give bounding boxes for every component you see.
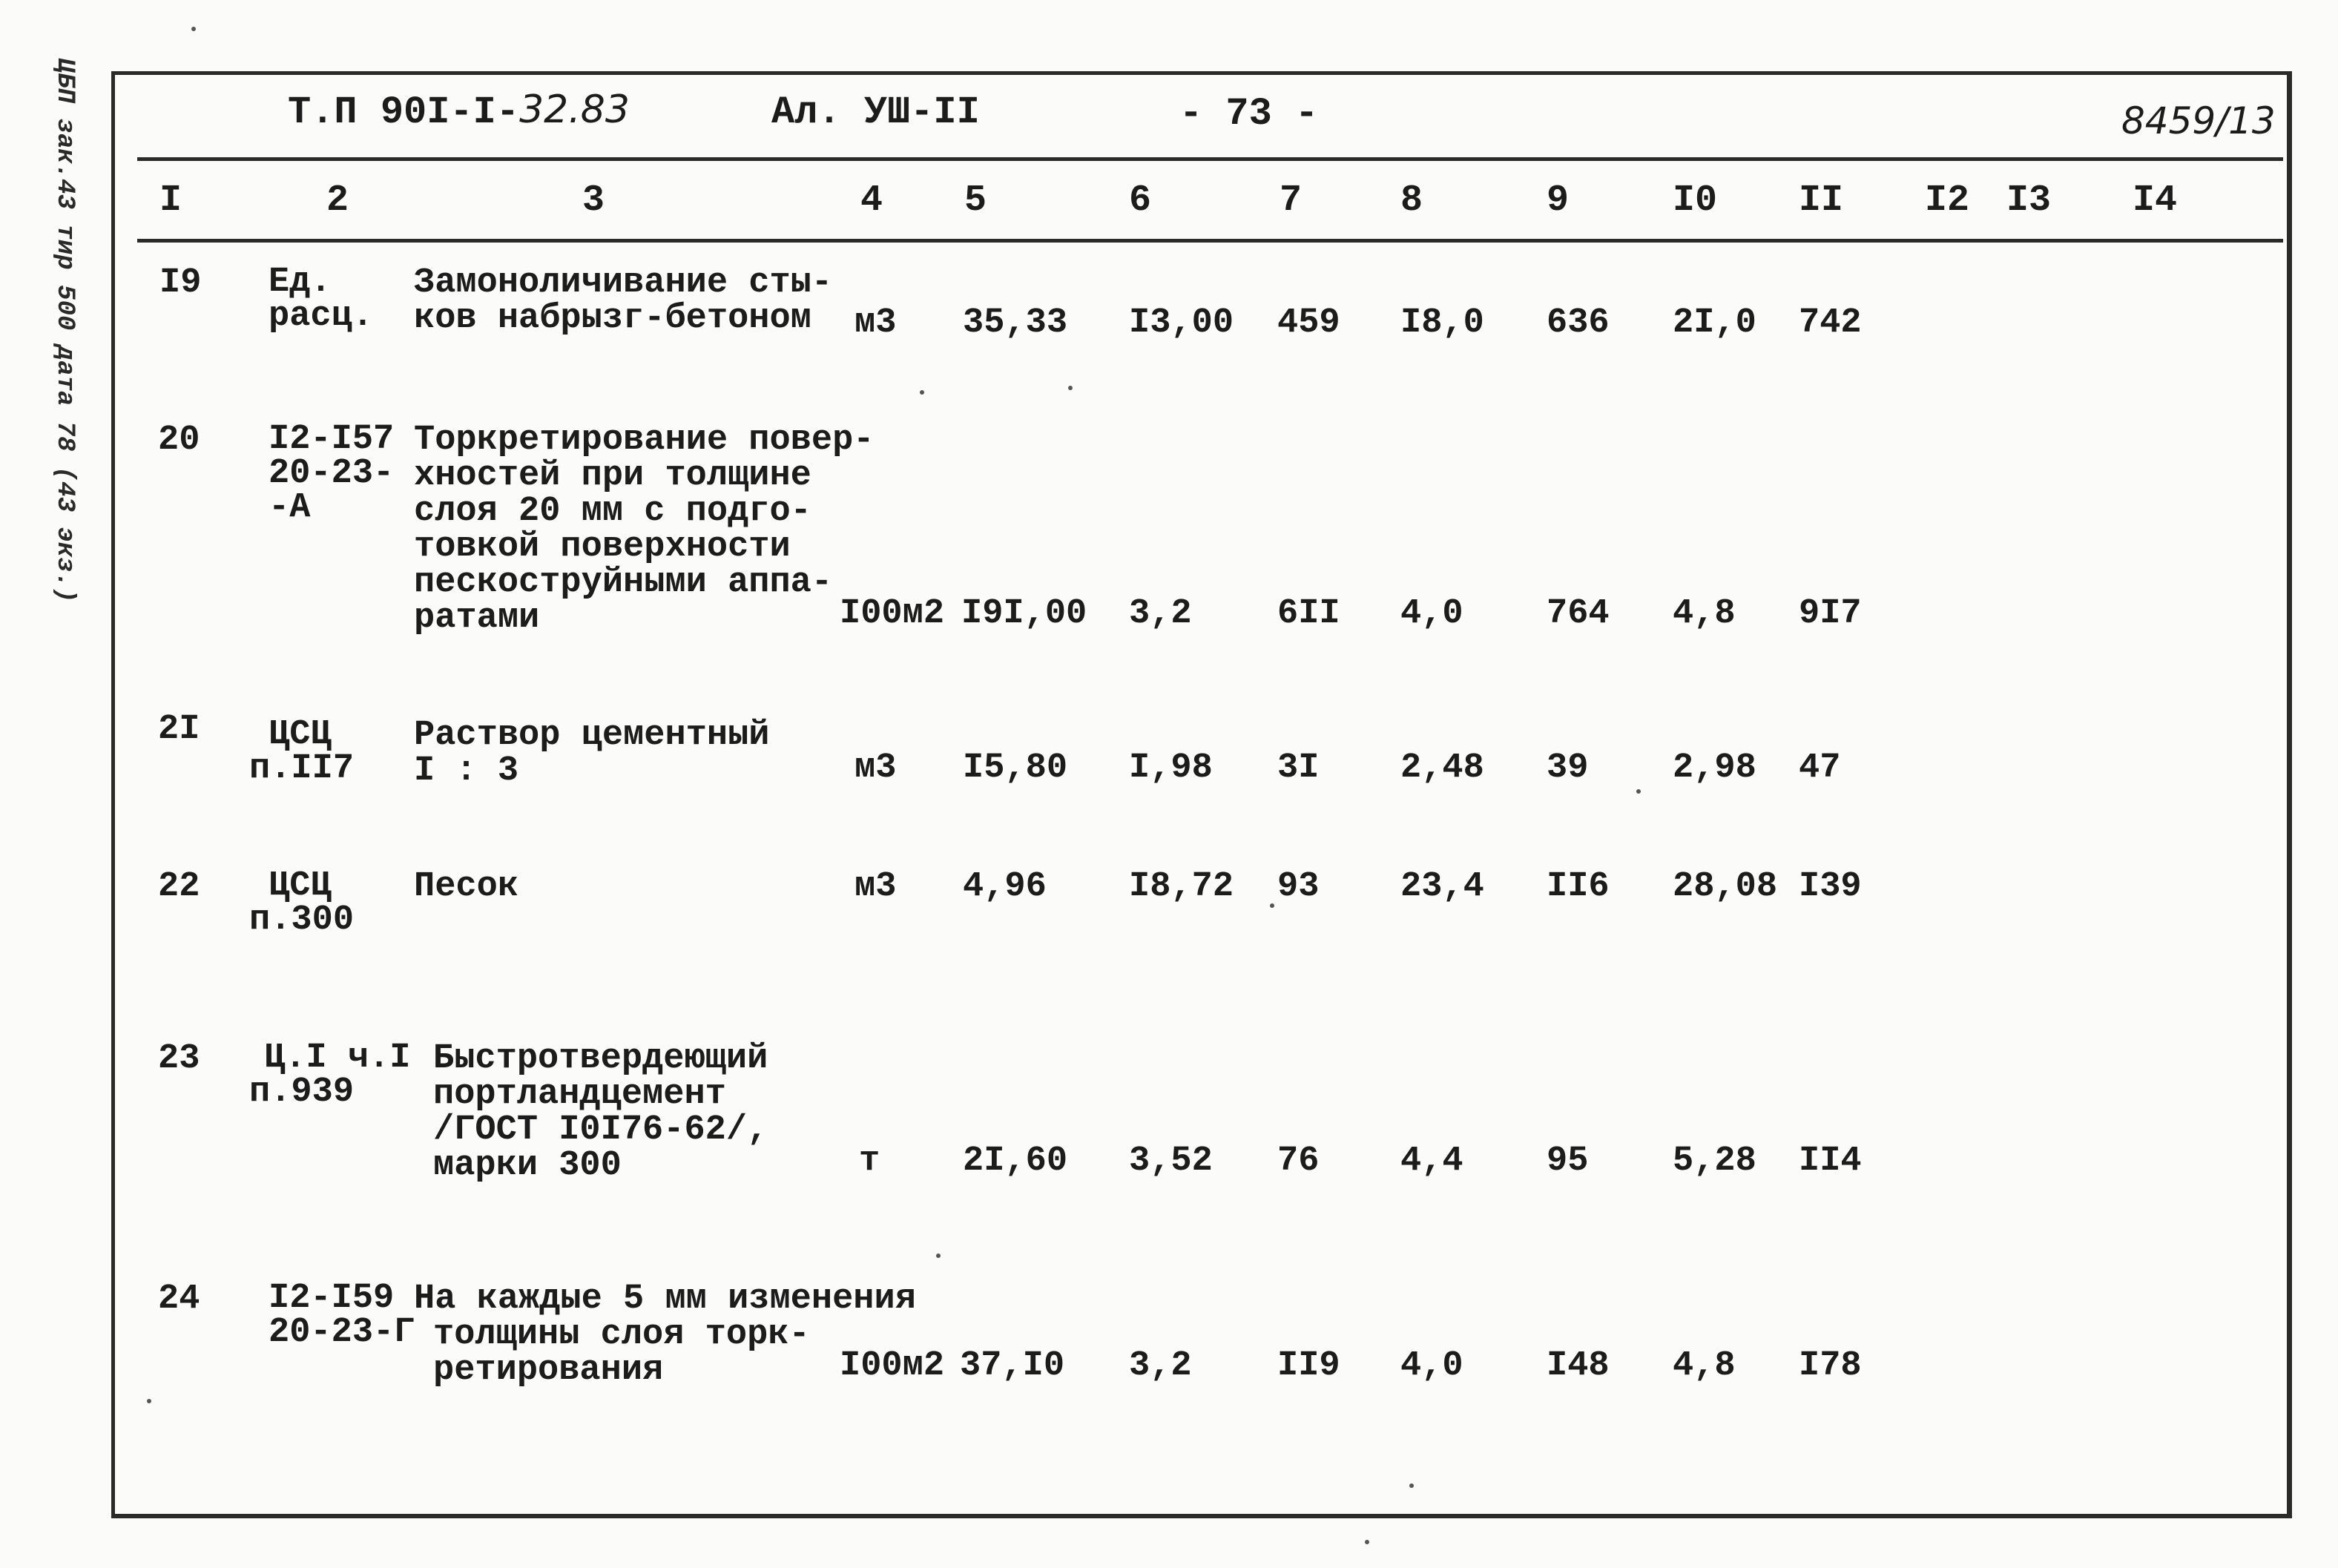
- row-number: 20: [158, 421, 200, 460]
- description-line: I : 3: [414, 751, 519, 791]
- row-col9: 95: [1547, 1142, 1589, 1181]
- side-stamp-text: ЦБП зак.43 тир 500 дата 78 (43 экз.): [50, 58, 79, 603]
- scan-speck: [920, 390, 924, 395]
- row-unit: I00м2: [840, 594, 945, 633]
- column-header-14: I4: [2133, 179, 2178, 222]
- column-header-9: 9: [1547, 179, 1570, 222]
- row-col9: I48: [1547, 1346, 1610, 1386]
- row-number: 22: [158, 867, 200, 906]
- row-quantity: 4,96: [963, 867, 1047, 906]
- row-col7: II9: [1277, 1346, 1340, 1386]
- row-col11: II4: [1799, 1142, 1862, 1181]
- row-code-line: ЦСЦ: [269, 866, 332, 906]
- scan-speck: [191, 27, 196, 31]
- column-header-10: I0: [1673, 179, 1718, 222]
- row-quantity: I5,80: [963, 748, 1068, 788]
- row-code: [269, 1279, 415, 1352]
- row-code-line: 20-23-: [269, 454, 395, 493]
- row-col6: I,98: [1129, 748, 1213, 788]
- standard-number-handwritten: 32.83: [519, 88, 630, 132]
- row-col10: 28,08: [1673, 867, 1778, 906]
- row-col10: 5,28: [1673, 1142, 1756, 1181]
- column-header-8: 8: [1400, 179, 1423, 222]
- page-number: - 73 -: [1179, 92, 1319, 136]
- scan-speck: [1068, 386, 1073, 390]
- row-col8: 4,0: [1400, 1346, 1463, 1386]
- row-number: 23: [158, 1039, 200, 1078]
- side-stamp: [42, 58, 79, 607]
- scan-speck: [1409, 1483, 1414, 1488]
- row-code-line: п.300: [249, 900, 355, 940]
- row-col9: 39: [1547, 748, 1589, 788]
- row-description: [414, 263, 833, 338]
- row-description: [414, 869, 518, 905]
- header-rule: [137, 157, 2283, 161]
- row-col8: 23,4: [1400, 867, 1484, 906]
- column-header-3: 3: [582, 179, 605, 222]
- description-line: хностей при толщине: [414, 456, 811, 495]
- row-unit: м3: [854, 867, 897, 906]
- row-col8: 2,48: [1400, 748, 1484, 788]
- description-line: Быстротвердеющий: [433, 1039, 768, 1078]
- row-col8: 4,0: [1400, 594, 1463, 633]
- row-quantity: I9I,00: [961, 594, 1087, 633]
- row-quantity: 35,33: [963, 303, 1068, 343]
- row-col9: II6: [1547, 867, 1610, 906]
- description-line: ратами: [414, 599, 540, 638]
- column-header-5: 5: [964, 179, 987, 222]
- row-col6: 3,2: [1129, 1346, 1192, 1386]
- row-number: I9: [159, 263, 202, 303]
- row-code: [249, 866, 355, 940]
- row-col7: 459: [1277, 303, 1340, 343]
- row-code-line: п.939: [249, 1073, 355, 1112]
- description-line: Раствор цементный: [414, 716, 770, 755]
- scan-speck: [936, 1254, 941, 1258]
- row-col8: I8,0: [1400, 303, 1484, 343]
- row-col7: 93: [1277, 867, 1320, 906]
- row-col10: 4,8: [1673, 1346, 1736, 1386]
- column-header-rule: [137, 239, 2283, 243]
- row-col11: 47: [1799, 748, 1841, 788]
- column-header-2: 2: [326, 179, 349, 222]
- document-code: 8459/13: [2121, 99, 2276, 142]
- description-line: портландцемент: [433, 1075, 726, 1114]
- scan-speck: [1270, 903, 1274, 908]
- description-line: Замоноличивание сты-: [414, 263, 833, 303]
- row-col10: 2I,0: [1673, 303, 1756, 343]
- row-code-line: п.II7: [249, 749, 355, 788]
- description-line: толщины слоя торк-: [433, 1315, 810, 1354]
- row-col10: 2,98: [1673, 748, 1756, 788]
- row-code: [249, 1038, 411, 1112]
- scan-speck: [1636, 789, 1641, 794]
- row-code-line: ЦСЦ: [269, 715, 332, 754]
- description-line: ретирования: [433, 1351, 664, 1390]
- row-col11: 9I7: [1799, 594, 1862, 633]
- row-unit: м3: [854, 303, 897, 343]
- column-header-12: I2: [1925, 179, 1970, 222]
- column-header-13: I3: [2006, 179, 2052, 222]
- column-header-4: 4: [860, 179, 883, 222]
- row-code-line: -А: [269, 488, 311, 527]
- description-line: пескоструйными аппа-: [414, 563, 833, 602]
- row-col6: 3,2: [1129, 594, 1192, 633]
- row-number: 24: [158, 1279, 200, 1319]
- album-label: Ал. УШ-II: [771, 90, 980, 134]
- scan-speck: [1365, 1540, 1369, 1544]
- column-header-1: I: [159, 179, 182, 222]
- row-unit: м3: [854, 748, 897, 788]
- row-col10: 4,8: [1673, 594, 1736, 633]
- standard-number-printed: Т.П 90I-I-: [288, 90, 520, 134]
- row-col9: 764: [1547, 594, 1610, 633]
- row-quantity: 2I,60: [963, 1142, 1068, 1181]
- standard-number: [288, 88, 630, 134]
- description-line: ков набрызг-бетоном: [414, 299, 811, 338]
- description-line: товкой поверхности: [414, 527, 791, 567]
- description-line: марки 300: [433, 1146, 622, 1185]
- row-col8: 4,4: [1400, 1142, 1463, 1181]
- row-code-line: Ед.: [269, 263, 332, 302]
- row-code: [249, 715, 355, 788]
- row-description: [433, 1041, 768, 1184]
- row-unit: I00м2: [840, 1346, 945, 1386]
- row-col6: I8,72: [1129, 867, 1234, 906]
- row-col9: 636: [1547, 303, 1610, 343]
- row-code-line: I2-I57: [269, 420, 395, 459]
- description-line: Торкретирование повер-: [414, 421, 875, 460]
- column-header-6: 6: [1129, 179, 1152, 222]
- row-code: [269, 420, 395, 527]
- row-col11: 742: [1799, 303, 1862, 343]
- scan-speck: [147, 1399, 151, 1403]
- description-line: На каждые 5 мм изменения: [414, 1279, 916, 1319]
- row-col6: I3,00: [1129, 303, 1234, 343]
- row-code-line: 20-23-Г: [269, 1313, 415, 1352]
- row-col6: 3,52: [1129, 1142, 1213, 1181]
- description-line: слоя 20 мм с подго-: [414, 492, 811, 531]
- row-code-line: I2-I59: [269, 1279, 395, 1318]
- column-header-11: II: [1799, 179, 1844, 222]
- row-number: 2I: [158, 710, 200, 749]
- row-col11: I39: [1799, 867, 1862, 906]
- row-col11: I78: [1799, 1346, 1862, 1386]
- row-col7: 3I: [1277, 748, 1320, 788]
- row-quantity: 37,I0: [960, 1346, 1065, 1386]
- description-line: Песок: [414, 867, 519, 906]
- row-description: [414, 423, 875, 636]
- row-unit: т: [859, 1142, 880, 1181]
- row-code: [269, 263, 374, 336]
- row-col7: 76: [1277, 1142, 1320, 1181]
- row-col7: 6II: [1277, 594, 1340, 633]
- description-line: /ГОСТ I0I76-62/,: [433, 1110, 768, 1150]
- row-code-line: расц.: [269, 297, 374, 336]
- column-header-7: 7: [1280, 179, 1303, 222]
- row-code-line: Ц.I ч.I: [264, 1038, 411, 1078]
- row-description: [414, 718, 769, 789]
